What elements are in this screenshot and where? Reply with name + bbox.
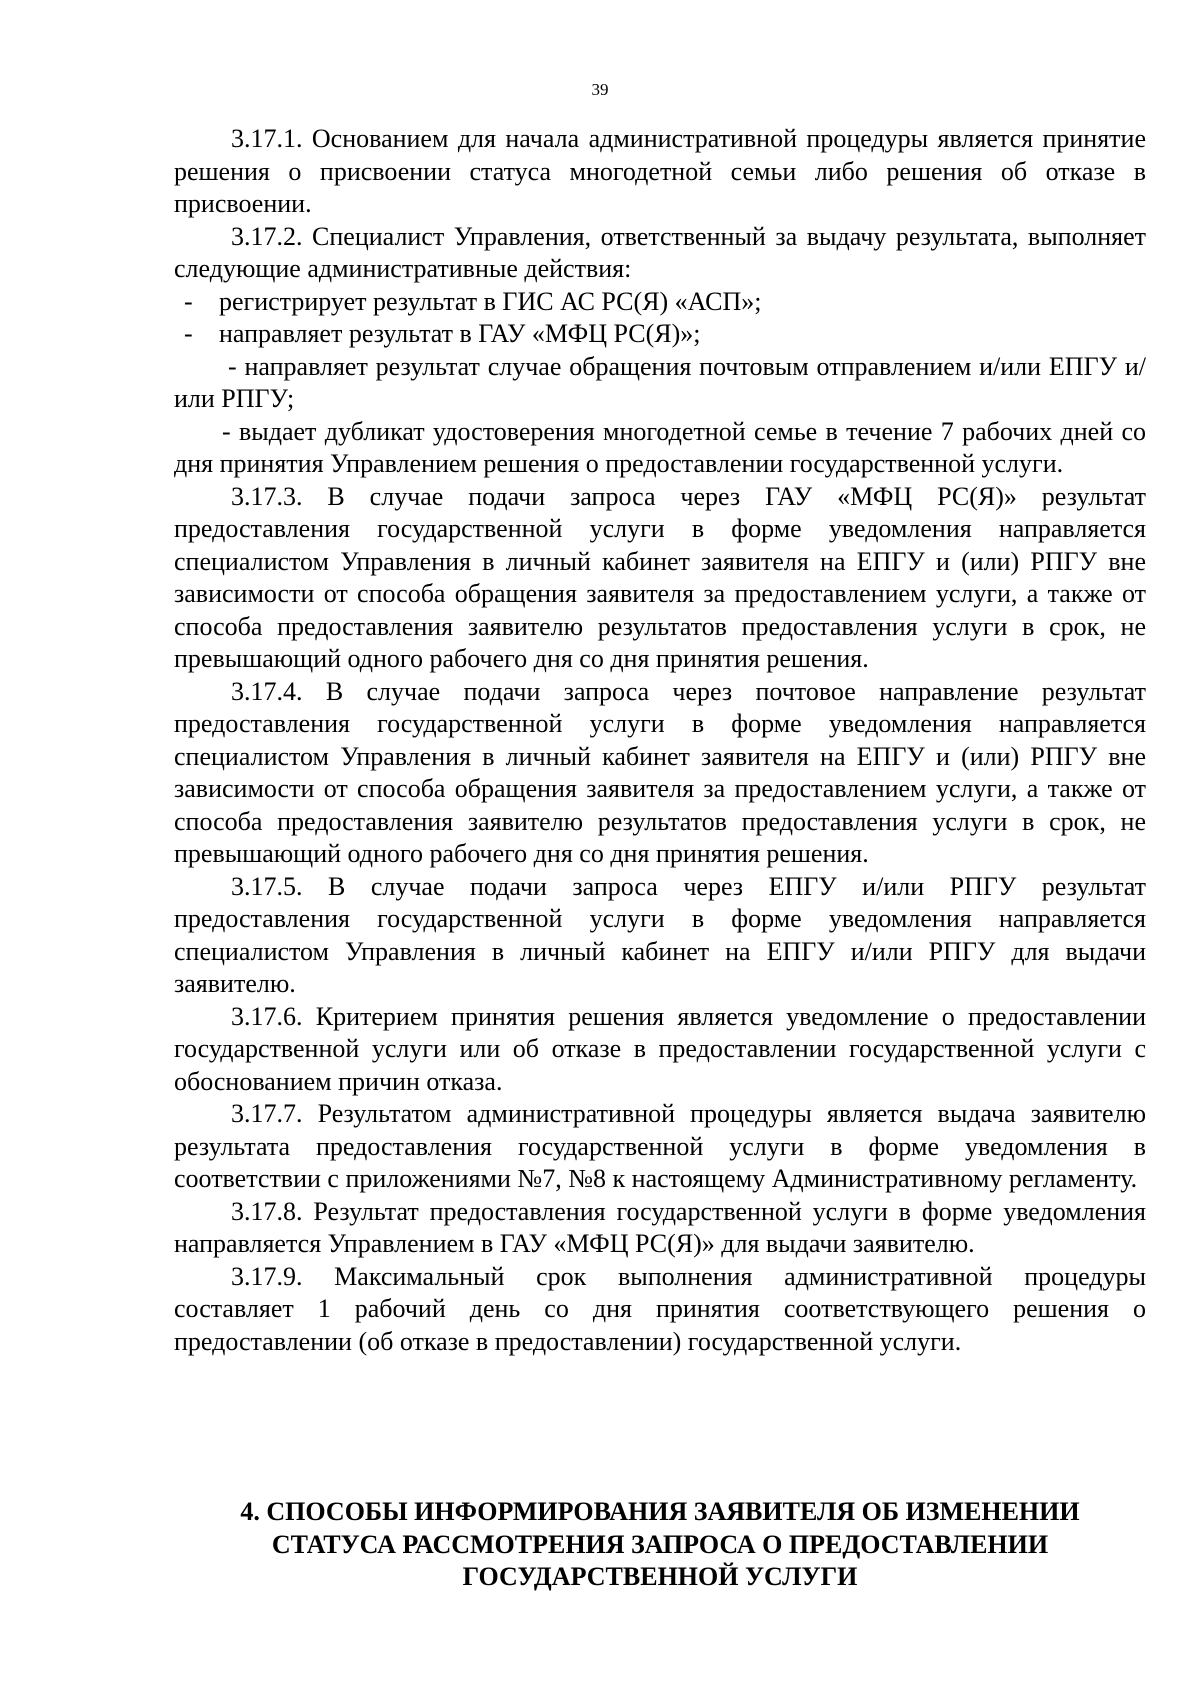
- section-heading-line: ГОСУДАРСТВЕННОЙ УСЛУГИ: [462, 1562, 858, 1591]
- list-item-text: направляет результат в ГАУ «МФЦ РС(Я)»;: [219, 319, 701, 348]
- list-item-text: регистрирует результат в ГИС АС РС(Я) «АСП»;: [219, 286, 762, 316]
- page-number: 39: [591, 80, 609, 99]
- paragraph-3-17-7: 3.17.7. Результатом административной процедуры является выдача заявителю результата предоставления государственной услуги в форме уведомления в соответствии с приложениями №7, №8 к настоящему Административному регламенту.: [174, 1099, 1146, 1193]
- paragraph-3-17-2: 3.17.2. Специалист Управления, ответственный за выдачу результата, выполняет следующие административные действия:: [174, 221, 1146, 283]
- paragraph-3-17-4: 3.17.4. В случае подачи запроса через почтовое направление результат предоставления государственной услуги в форме уведомления направляется специалистом Управления в личный кабинет заявителя на ЕПГУ и (или) РПГУ вне зависимости от способа обращения заявителя за предоставлением услуги, а также от способа предоставления заявителю результатов предоставления услуги в срок, не превышающий одного рабочего дня со дня принятия решения.: [174, 676, 1146, 868]
- list-item: - направляет результат случае обращения почтовым отправлением и/или ЕПГУ и/или РПГУ;: [174, 351, 1146, 413]
- paragraph-3-17-5: 3.17.5. В случае подачи запроса через ЕПГУ и/или РПГУ результат предоставления государственной услуги в форме уведомления направляется специалистом Управления в личный кабинет на ЕПГУ и/или РПГУ для выдачи заявителю.: [174, 871, 1146, 998]
- paragraph-3-17-9: 3.17.9. Максимальный срок выполнения административной процедуры составляет 1 рабочий день со дня принятия соответствующего решения о предоставлении (об отказе в предоставлении) государственной услуги.: [174, 1261, 1146, 1356]
- section-heading-line: 4. СПОСОБЫ ИНФОРМИРОВАНИЯ ЗАЯВИТЕЛЯ ОБ ИЗМЕНЕНИИ: [240, 1497, 1080, 1526]
- section-heading: [174, 1496, 1146, 1594]
- paragraph-3-17-3: 3.17.3. В случае подачи запроса через ГАУ «МФЦ РС(Я)» результат предоставления государственной услуги в форме уведомления направляется специалистом Управления в личный кабинет заявителя на ЕПГУ и (или) РПГУ вне зависимости от способа обращения заявителя за предоставлением услуги, а также от способа предоставления заявителю результатов предоставления услуги в срок, не превышающий одного рабочего дня со дня принятия решения.: [174, 481, 1146, 673]
- list-item: - выдает дубликат удостоверения многодетной семье в течение 7 рабочих дней со дня принятия Управлением решения о предоставлении государственной услуги.: [174, 416, 1146, 478]
- list-item: [174, 318, 1146, 351]
- section-heading-line: СТАТУСА РАССМОТРЕНИЯ ЗАПРОСА О ПРЕДОСТАВЛЕНИИ: [271, 1529, 1049, 1559]
- paragraph-3-17-8: 3.17.8. Результат предоставления государственной услуги в форме уведомления направляется Управлением в ГАУ «МФЦ РС(Я)» для выдачи заявителю.: [174, 1196, 1146, 1258]
- dash-marker: -: [184, 286, 193, 316]
- list-item: [174, 286, 1146, 319]
- document-body: [174, 123, 1146, 1358]
- dash-marker: -: [184, 319, 193, 348]
- paragraph-3-17-6: 3.17.6. Критерием принятия решения является уведомление о предоставлении государственной услуги или об отказе в предоставлении государственной услуги с обоснованием причин отказа.: [174, 1001, 1146, 1096]
- paragraph-3-17-1: 3.17.1. Основанием для начала административной процедуры является принятие решения о присвоении статуса многодетной семьи либо решения об отказе в присвоении.: [174, 124, 1146, 218]
